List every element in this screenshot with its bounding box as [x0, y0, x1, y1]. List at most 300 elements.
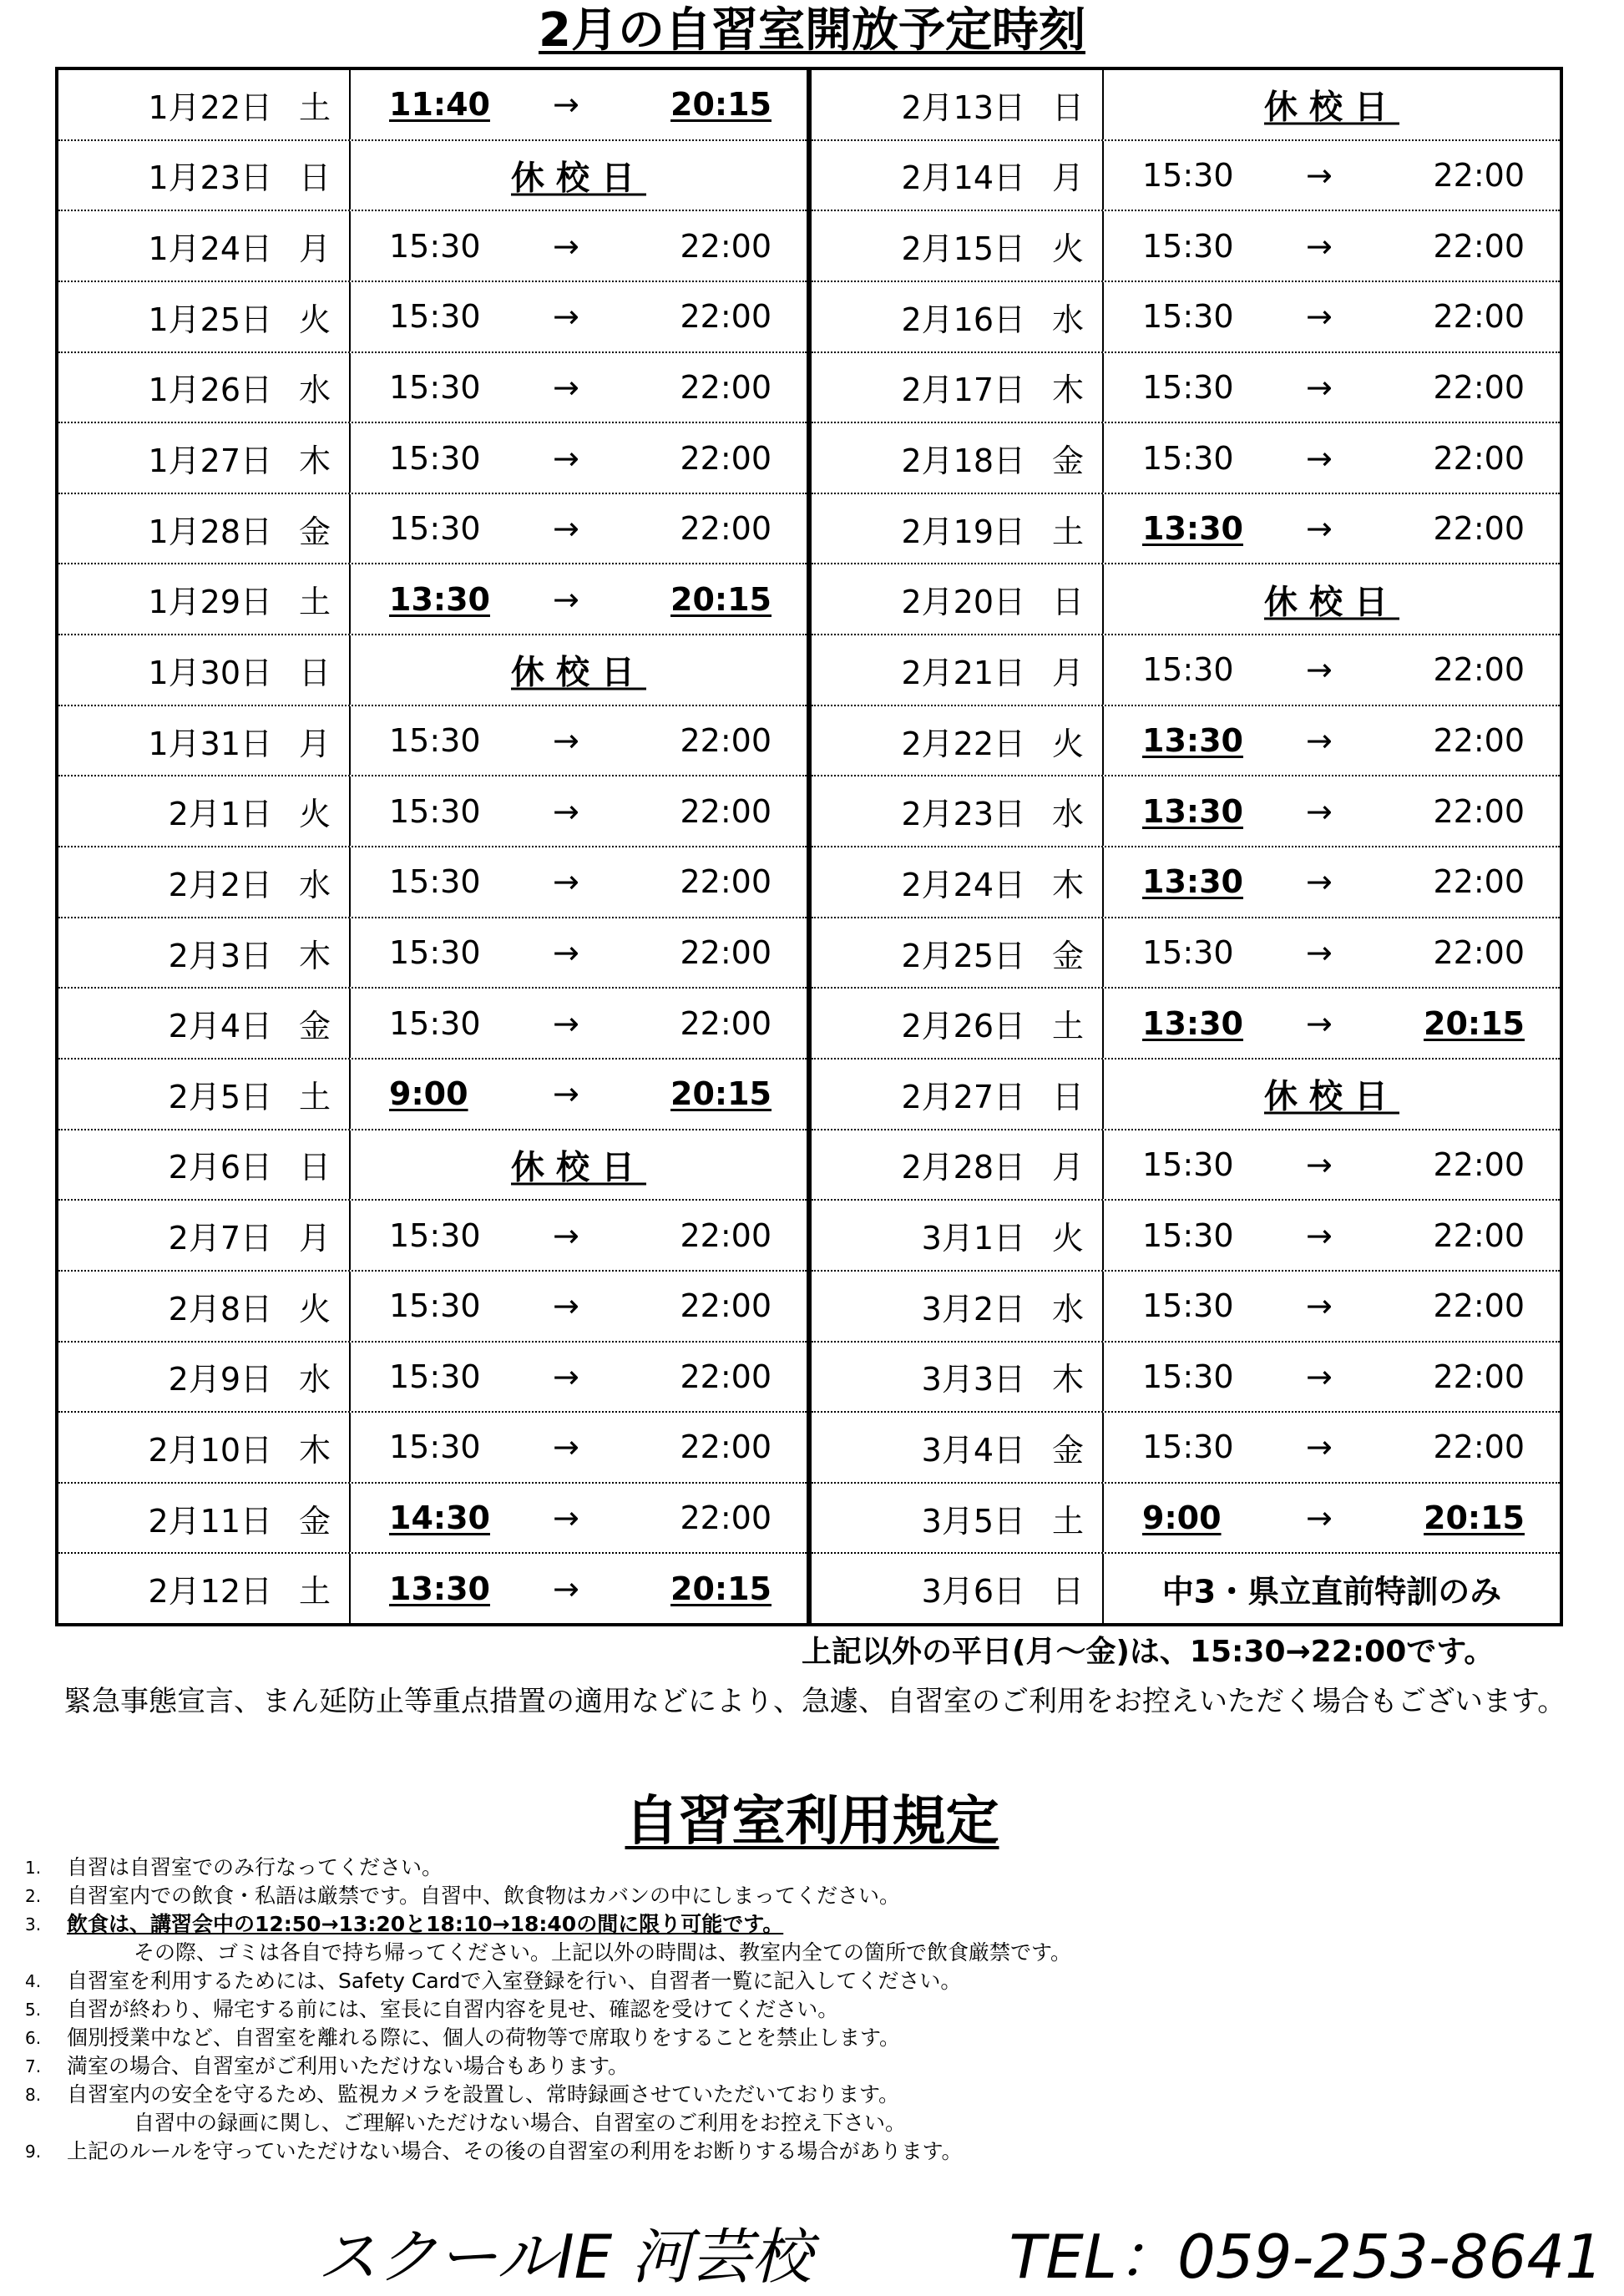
rule-number: 2.	[25, 1886, 42, 1906]
date-cell	[812, 918, 1104, 988]
arrow-icon: →	[553, 86, 579, 124]
weekday-label: 火	[1051, 230, 1084, 268]
open-time: 15:30	[389, 439, 481, 477]
date-cell	[58, 1059, 351, 1129]
date-cell	[58, 776, 351, 846]
schedule-row	[812, 1484, 1560, 1555]
time-cell	[351, 776, 807, 846]
rule-item	[25, 2052, 1595, 2081]
date-cell	[812, 141, 1104, 210]
rule-text: 個別授業中など、自習室を離れる際に、個人の荷物等で席取りをすることを禁止します。	[67, 2025, 901, 2050]
schedule-row	[58, 1059, 807, 1130]
schedule-row	[58, 918, 807, 989]
weekday-label: 水	[1051, 796, 1084, 833]
time-cell	[1104, 70, 1560, 139]
close-time: 22:00	[680, 863, 772, 901]
schedule-row	[58, 1343, 807, 1414]
arrow-icon: →	[553, 510, 579, 548]
date-label: 2月5日	[168, 1078, 272, 1115]
arrow-icon: →	[1306, 1358, 1333, 1395]
arrow-icon: →	[1306, 156, 1333, 194]
date-label: 2月28日	[901, 1149, 1025, 1186]
date-label: 2月21日	[901, 654, 1025, 691]
date-cell	[812, 282, 1104, 351]
weekday-label: 日	[1051, 1573, 1084, 1611]
date-cell	[812, 776, 1104, 846]
arrow-icon: →	[553, 1358, 579, 1395]
close-time: 20:15	[670, 86, 772, 124]
arrow-icon: →	[553, 1075, 579, 1113]
date-cell	[58, 847, 351, 917]
rule-number: 1.	[25, 1858, 42, 1878]
schedule-row	[812, 635, 1560, 706]
date-label: 2月14日	[901, 159, 1025, 197]
schedule-row	[812, 1059, 1560, 1130]
time-cell	[351, 282, 807, 351]
date-label: 3月6日	[921, 1573, 1025, 1611]
close-time: 22:00	[680, 1287, 772, 1325]
schedule-row	[812, 1201, 1560, 1272]
date-label: 3月4日	[921, 1431, 1025, 1469]
close-time: 20:15	[1424, 1499, 1525, 1537]
close-time: 22:00	[1433, 1287, 1525, 1325]
date-cell	[58, 353, 351, 422]
open-time: 13:30	[389, 1570, 490, 1607]
schedule-row	[812, 564, 1560, 635]
time-cell	[1104, 353, 1560, 422]
arrow-icon: →	[1306, 1216, 1333, 1254]
open-time: 15:30	[1142, 368, 1234, 406]
date-label: 1月25日	[148, 301, 272, 338]
close-time: 22:00	[1433, 792, 1525, 830]
open-time: 15:30	[389, 1004, 481, 1042]
schedule-row	[58, 635, 807, 706]
date-cell	[58, 70, 351, 139]
date-label: 3月5日	[921, 1502, 1025, 1540]
date-label: 2月27日	[901, 1078, 1025, 1115]
time-cell	[1104, 1484, 1560, 1553]
time-cell	[351, 1343, 807, 1412]
date-label: 1月24日	[148, 230, 272, 268]
schedule-row	[58, 211, 807, 282]
arrow-icon: →	[1306, 1499, 1333, 1537]
open-time: 15:30	[389, 722, 481, 760]
date-cell	[58, 989, 351, 1058]
date-cell	[812, 1554, 1104, 1623]
date-label: 2月18日	[901, 443, 1025, 480]
schedule-row	[812, 211, 1560, 282]
weekday-label: 火	[1051, 1220, 1084, 1257]
time-cell	[1104, 1343, 1560, 1412]
weekday-label: 日	[1051, 1078, 1084, 1115]
rule-number: 7.	[25, 2056, 42, 2076]
emergency-notice: 緊急事態宣言、まん延防止等重点措置の適用などにより、急遽、自習室のご利用をお控えいただく場合もございます。	[63, 1685, 1566, 1718]
date-label: 2月7日	[168, 1220, 272, 1257]
rule-text: その際、ゴミは各自で持ち帰ってください。上記以外の時間は、教室内全ての箇所で飲食厳禁です。	[134, 1940, 1072, 1965]
rule-text: 自習が終わり、帰宅する前には、室長に自習内容を見せ、確認を受けてください。	[67, 1997, 839, 2021]
weekday-label: 日	[1051, 89, 1084, 126]
arrow-icon: →	[553, 1429, 579, 1466]
schedule-row	[812, 1343, 1560, 1414]
date-cell	[58, 1130, 351, 1200]
schedule-row	[58, 847, 807, 918]
date-label: 2月1日	[168, 796, 272, 833]
open-time: 15:30	[389, 1429, 481, 1466]
date-cell	[812, 211, 1104, 281]
time-cell	[1104, 635, 1560, 705]
weekday-label: 木	[1051, 866, 1084, 903]
weekday-label: 金	[1051, 1431, 1084, 1469]
date-cell	[812, 564, 1104, 634]
date-label: 2月26日	[901, 1008, 1025, 1045]
weekday-label: 火	[298, 301, 331, 338]
weekday-label: 日	[298, 654, 331, 691]
arrow-icon: →	[553, 1570, 579, 1607]
weekday-footnote: 上記以外の平日(月～金)は、15:30→22:00です。	[802, 1635, 1495, 1669]
schedule-row	[812, 706, 1560, 777]
close-time: 22:00	[680, 298, 772, 336]
close-time: 22:00	[680, 1216, 772, 1254]
close-time: 22:00	[1433, 722, 1525, 760]
weekday-label: 水	[298, 1361, 331, 1398]
date-label: 2月24日	[901, 866, 1025, 903]
open-time: 15:30	[1142, 1216, 1234, 1254]
weekday-label: 月	[298, 1220, 331, 1257]
schedule-row	[58, 1201, 807, 1272]
rule-item	[25, 1939, 1595, 1967]
close-time: 22:00	[1433, 934, 1525, 971]
open-time: 11:40	[389, 86, 490, 124]
time-cell	[351, 494, 807, 564]
date-cell	[58, 1201, 351, 1270]
close-time: 22:00	[1433, 1216, 1525, 1254]
rule-number: 6.	[25, 2028, 42, 2048]
close-time: 22:00	[1433, 1429, 1525, 1466]
date-cell	[812, 353, 1104, 422]
date-cell	[58, 1343, 351, 1412]
schedule-row	[58, 776, 807, 847]
schedule-column-right	[812, 70, 1560, 1623]
weekday-label: 月	[1051, 159, 1084, 197]
weekday-label: 木	[1051, 372, 1084, 409]
open-time: 13:30	[1142, 792, 1243, 830]
rule-item	[25, 2109, 1595, 2137]
schedule-row	[812, 1413, 1560, 1484]
time-cell	[1104, 423, 1560, 493]
arrow-icon: →	[1306, 934, 1333, 971]
date-cell	[58, 282, 351, 351]
rule-number: 3.	[25, 1914, 42, 1934]
schedule-row	[58, 1130, 807, 1201]
arrow-icon: →	[1306, 722, 1333, 760]
date-cell	[812, 1343, 1104, 1412]
open-time: 13:30	[389, 580, 490, 618]
time-cell	[1104, 1554, 1560, 1623]
date-label: 1月29日	[148, 584, 272, 621]
open-time: 14:30	[389, 1499, 490, 1537]
close-time: 22:00	[680, 792, 772, 830]
date-label: 3月2日	[921, 1290, 1025, 1328]
schedule-row	[58, 282, 807, 353]
weekday-label: 金	[298, 1008, 331, 1045]
time-cell	[1104, 706, 1560, 776]
weekday-label: 木	[298, 937, 331, 974]
rules-list	[25, 1853, 1595, 2166]
schedule-row	[58, 1272, 807, 1343]
arrow-icon: →	[553, 1004, 579, 1042]
time-cell	[1104, 1059, 1560, 1129]
date-cell	[58, 211, 351, 281]
date-label: 2月22日	[901, 725, 1025, 762]
schedule-table	[55, 67, 1563, 1626]
close-time: 22:00	[1433, 298, 1525, 336]
close-time: 20:15	[670, 1570, 772, 1607]
rule-text: 上記のルールを守っていただけない場合、その後の自習室の利用をお断りする場合があります。	[67, 2139, 963, 2163]
schedule-row	[812, 847, 1560, 918]
rule-number: 4.	[25, 1971, 42, 1991]
open-time: 13:30	[1142, 863, 1243, 901]
date-cell	[58, 141, 351, 210]
date-cell	[812, 989, 1104, 1058]
date-cell	[812, 847, 1104, 917]
weekday-label: 火	[298, 796, 331, 833]
rule-item	[25, 1910, 1595, 1939]
date-label: 2月10日	[148, 1431, 272, 1469]
arrow-icon: →	[553, 1499, 579, 1537]
open-time: 15:30	[389, 510, 481, 548]
weekday-label: 木	[298, 1431, 331, 1469]
open-time: 15:30	[1142, 298, 1234, 336]
close-time: 22:00	[680, 1429, 772, 1466]
weekday-label: 月	[298, 725, 331, 762]
time-cell	[1104, 141, 1560, 210]
schedule-row	[812, 353, 1560, 424]
date-label: 1月22日	[148, 89, 272, 126]
schedule-row	[812, 1272, 1560, 1343]
weekday-label: 日	[298, 1149, 331, 1186]
arrow-icon: →	[1306, 368, 1333, 406]
open-time: 15:30	[389, 1287, 481, 1325]
date-label: 2月2日	[168, 866, 272, 903]
open-time: 15:30	[1142, 651, 1234, 689]
open-time: 15:30	[1142, 1287, 1234, 1325]
close-time: 22:00	[680, 439, 772, 477]
time-cell	[351, 918, 807, 988]
date-label: 2月3日	[168, 937, 272, 974]
date-label: 1月31日	[148, 725, 272, 762]
schedule-row	[58, 353, 807, 424]
date-label: 1月26日	[148, 372, 272, 409]
time-cell	[1104, 1413, 1560, 1482]
schedule-row	[58, 1554, 807, 1623]
schedule-row	[812, 494, 1560, 565]
schedule-row	[812, 70, 1560, 141]
time-cell	[351, 989, 807, 1058]
weekday-label: 土	[298, 1573, 331, 1611]
time-cell	[1104, 211, 1560, 281]
arrow-icon: →	[1306, 1429, 1333, 1466]
schedule-row	[58, 1413, 807, 1484]
open-time: 15:30	[1142, 934, 1234, 971]
rule-number: 8.	[25, 2085, 42, 2105]
date-cell	[58, 1484, 351, 1553]
close-time: 20:15	[1424, 1004, 1525, 1042]
holiday-label: 休校日	[511, 1148, 646, 1187]
date-cell	[58, 706, 351, 776]
time-cell	[351, 423, 807, 493]
open-time: 13:30	[1142, 722, 1243, 760]
arrow-icon: →	[553, 298, 579, 336]
close-time: 22:00	[1433, 1358, 1525, 1395]
time-cell	[1104, 1272, 1560, 1341]
open-time: 15:30	[389, 1216, 481, 1254]
weekday-label: 水	[1051, 1290, 1084, 1328]
open-time: 15:30	[389, 368, 481, 406]
schedule-row	[812, 918, 1560, 989]
rule-text: 自習は自習室でのみ行なってください。	[67, 1855, 443, 1879]
date-cell	[812, 635, 1104, 705]
schedule-row	[58, 141, 807, 212]
schedule-row	[58, 423, 807, 494]
arrow-icon: →	[1306, 227, 1333, 265]
weekday-label: 水	[298, 866, 331, 903]
close-time: 22:00	[1433, 863, 1525, 901]
open-time: 15:30	[1142, 439, 1234, 477]
close-time: 20:15	[670, 580, 772, 618]
date-cell	[58, 1554, 351, 1623]
arrow-icon: →	[553, 722, 579, 760]
open-time: 15:30	[1142, 1429, 1234, 1466]
open-time: 15:30	[389, 934, 481, 971]
time-cell	[1104, 776, 1560, 846]
close-time: 22:00	[680, 368, 772, 406]
close-time: 22:00	[680, 722, 772, 760]
time-cell	[351, 1554, 807, 1623]
rule-number: 5.	[25, 2000, 42, 2020]
weekday-label: 土	[298, 89, 331, 126]
time-cell	[351, 1413, 807, 1482]
rule-item	[25, 1853, 1595, 1882]
holiday-label: 休校日	[1264, 1077, 1399, 1116]
date-label: 2月11日	[148, 1502, 272, 1540]
date-label: 1月30日	[148, 654, 272, 691]
rule-item	[25, 2024, 1595, 2052]
rule-text: 飲食は、講習会中の12:50→13:20と18:10→18:40の間に限り可能です。	[67, 1912, 784, 1936]
date-label: 2月19日	[901, 513, 1025, 550]
open-time: 15:30	[1142, 156, 1234, 194]
time-cell	[351, 847, 807, 917]
special-note: 中3・県立直前特訓のみ	[1161, 1573, 1502, 1611]
date-cell	[812, 706, 1104, 776]
rule-text: 自習室を利用するためには、Safety Cardで入室登録を行い、自習者一覧に記入してください。	[67, 1969, 962, 1993]
date-label: 2月17日	[901, 372, 1025, 409]
time-cell	[351, 70, 807, 139]
schedule-row	[812, 423, 1560, 494]
weekday-label: 火	[1051, 725, 1084, 762]
time-cell	[351, 1059, 807, 1129]
open-time: 13:30	[1142, 1004, 1243, 1042]
rule-text: 満室の場合、自習室がご利用いただけない場合もあります。	[67, 2054, 630, 2078]
date-cell	[58, 635, 351, 705]
schedule-row	[812, 141, 1560, 212]
rule-item	[25, 1995, 1595, 2024]
date-cell	[812, 1484, 1104, 1553]
arrow-icon: →	[553, 368, 579, 406]
time-cell	[351, 353, 807, 422]
weekday-label: 木	[1051, 1361, 1084, 1398]
school-name: スクールIE 河芸校	[317, 2222, 812, 2292]
weekday-label: 金	[1051, 937, 1084, 974]
weekday-label: 金	[298, 1502, 331, 1540]
date-cell	[812, 494, 1104, 564]
signature-line	[317, 2221, 1603, 2293]
open-time: 9:00	[389, 1075, 468, 1113]
date-cell	[812, 70, 1104, 139]
rule-number	[25, 2109, 67, 2137]
time-cell	[1104, 1130, 1560, 1200]
close-time: 22:00	[1433, 156, 1525, 194]
close-time: 22:00	[680, 1499, 772, 1537]
arrow-icon: →	[1306, 1145, 1333, 1183]
schedule-row	[58, 706, 807, 777]
open-time: 9:00	[1142, 1499, 1222, 1537]
close-time: 22:00	[1433, 1145, 1525, 1183]
schedule-row	[58, 494, 807, 565]
date-cell	[812, 423, 1104, 493]
telephone: TEL：059-253-8641	[1009, 2222, 1603, 2292]
time-cell	[351, 1201, 807, 1270]
rule-text: 自習中の録画に関し、ご理解いただけない場合、自習室のご利用をお控え下さい。	[134, 2111, 907, 2135]
open-time: 15:30	[389, 298, 481, 336]
time-cell	[1104, 564, 1560, 634]
arrow-icon: →	[553, 1216, 579, 1254]
time-cell	[351, 1272, 807, 1341]
close-time: 22:00	[1433, 439, 1525, 477]
date-label: 3月3日	[921, 1361, 1025, 1398]
close-time: 22:00	[1433, 651, 1525, 689]
time-cell	[1104, 847, 1560, 917]
date-label: 2月8日	[168, 1290, 272, 1328]
weekday-label: 土	[1051, 1008, 1084, 1045]
weekday-label: 月	[298, 230, 331, 268]
holiday-label: 休校日	[511, 159, 646, 198]
open-time: 13:30	[1142, 510, 1243, 548]
schedule-row	[58, 564, 807, 635]
weekday-label: 火	[298, 1290, 331, 1328]
weekday-label: 日	[1051, 584, 1084, 621]
date-label: 2月16日	[901, 301, 1025, 338]
close-time: 22:00	[680, 1358, 772, 1395]
arrow-icon: →	[1306, 1287, 1333, 1325]
date-cell	[812, 1201, 1104, 1270]
date-cell	[812, 1413, 1104, 1482]
arrow-icon: →	[1306, 863, 1333, 901]
arrow-icon: →	[1306, 439, 1333, 477]
date-label: 2月13日	[901, 89, 1025, 126]
date-cell	[812, 1059, 1104, 1129]
time-cell	[351, 635, 807, 705]
time-cell	[351, 1484, 807, 1553]
weekday-label: 土	[298, 1078, 331, 1115]
time-cell	[1104, 282, 1560, 351]
weekday-label: 金	[298, 513, 331, 550]
open-time: 15:30	[389, 227, 481, 265]
weekday-label: 水	[298, 372, 331, 409]
open-time: 15:30	[389, 1358, 481, 1395]
rule-text: 自習室内の安全を守るため、監視カメラを設置し、常時録画させていただいております。	[67, 2082, 900, 2106]
close-time: 22:00	[680, 227, 772, 265]
schedule-row	[812, 776, 1560, 847]
